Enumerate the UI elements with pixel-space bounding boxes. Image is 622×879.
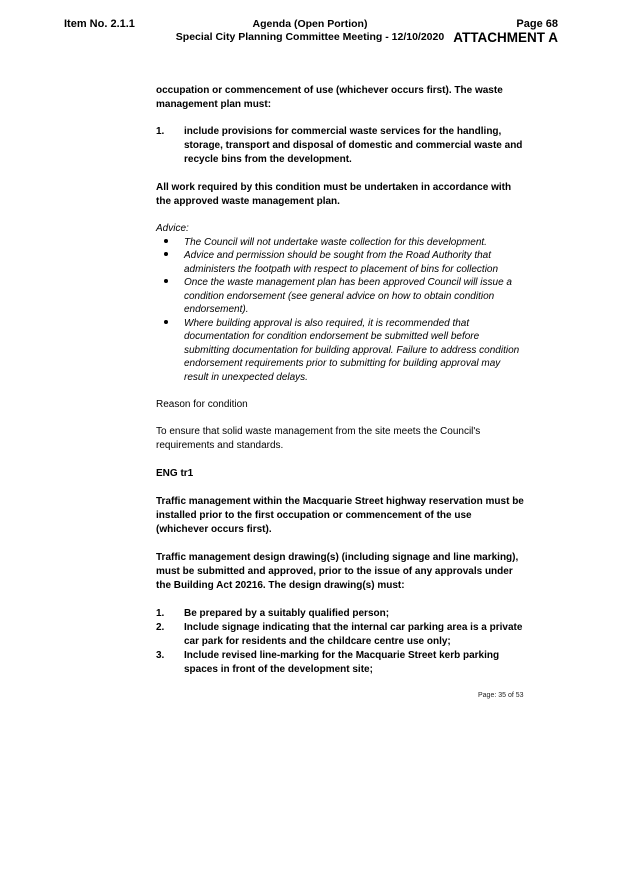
page-header-right	[453, 18, 558, 45]
list-item	[156, 236, 526, 250]
section-code: ENG tr1	[156, 468, 194, 479]
intro-paragraph: occupation or commencement of use (whichever occurs first). The waste management plan must:	[156, 85, 503, 110]
list-item	[156, 125, 526, 167]
list-text: Once the waste management plan has been approved Council will issue a condition endorsement (see general advice on how to obtain condition endorsement).	[184, 277, 512, 315]
list-item	[156, 276, 526, 317]
list-text: The Council will not undertake waste collection for this development.	[184, 236, 487, 248]
advice-list	[156, 236, 526, 385]
page-number: Page 68	[516, 18, 558, 30]
meeting-title: Special City Planning Committee Meeting - 12/10/2020	[175, 31, 445, 43]
agenda-title: Agenda (Open Portion)	[252, 18, 368, 30]
list-number: 3.	[156, 650, 165, 661]
bullet-icon	[156, 276, 184, 317]
list-text: Include signage indicating that the internal car parking area is a private car park for residents and the childcare centre use only;	[184, 622, 523, 647]
list-number: 1.	[156, 126, 165, 137]
list-number: 2.	[156, 622, 165, 633]
advice-heading: Advice:	[156, 223, 189, 234]
list-text: Include revised line-marking for the Macquarie Street kerb parking spaces in front of the development site;	[184, 650, 500, 675]
list-text: include provisions for commercial waste services for the handling, storage, transport and disposal of domestic and commercial waste and recycle bins from the development.	[184, 126, 523, 165]
bullet-icon	[156, 317, 184, 385]
list-item	[156, 621, 526, 649]
list-text: Where building approval is also required, it is recommended that documentation for condition endorsement be submitted well before submitting documentation for building approval. Failure to address condition endorsement requirements prior to submitting for building approval may result in unexpected delays.	[184, 317, 520, 383]
traffic-paragraph-2: Traffic management design drawing(s) (including signage and line marking), must be submitted and approved, prior to the issue of any approvals under the Building Act 20216. The design drawing(s) must:	[156, 552, 519, 591]
bullet-icon	[156, 236, 184, 250]
document-body	[156, 84, 526, 677]
item-number: Item No. 2.1.1	[64, 18, 135, 30]
attachment-label: ATTACHMENT A	[453, 30, 558, 45]
all-work-paragraph: All work required by this condition must be undertaken in accordance with the approved waste management plan.	[156, 182, 512, 207]
list-item	[156, 649, 526, 677]
design-list	[156, 607, 526, 677]
meeting-header	[160, 18, 460, 44]
bullet-icon	[156, 249, 184, 276]
list-item	[156, 607, 526, 621]
list-text: Advice and permission should be sought from the Road Authority that administers the footpath with respect to placement of bins for collection	[184, 250, 499, 275]
reason-heading: Reason for condition	[156, 399, 248, 410]
list-number: 1.	[156, 608, 165, 619]
page-footer: Page: 35 of 53	[478, 692, 524, 699]
waste-list	[156, 125, 526, 167]
traffic-paragraph-1: Traffic management within the Macquarie Street highway reservation must be installed prior to the first occupation or commencement of the use (whichever occurs first).	[156, 496, 524, 535]
list-item	[156, 249, 526, 276]
list-item	[156, 317, 526, 385]
list-text: Be prepared by a suitably qualified person;	[184, 608, 390, 619]
reason-paragraph: To ensure that solid waste management from the site meets the Council's requirements and standards.	[156, 426, 481, 451]
